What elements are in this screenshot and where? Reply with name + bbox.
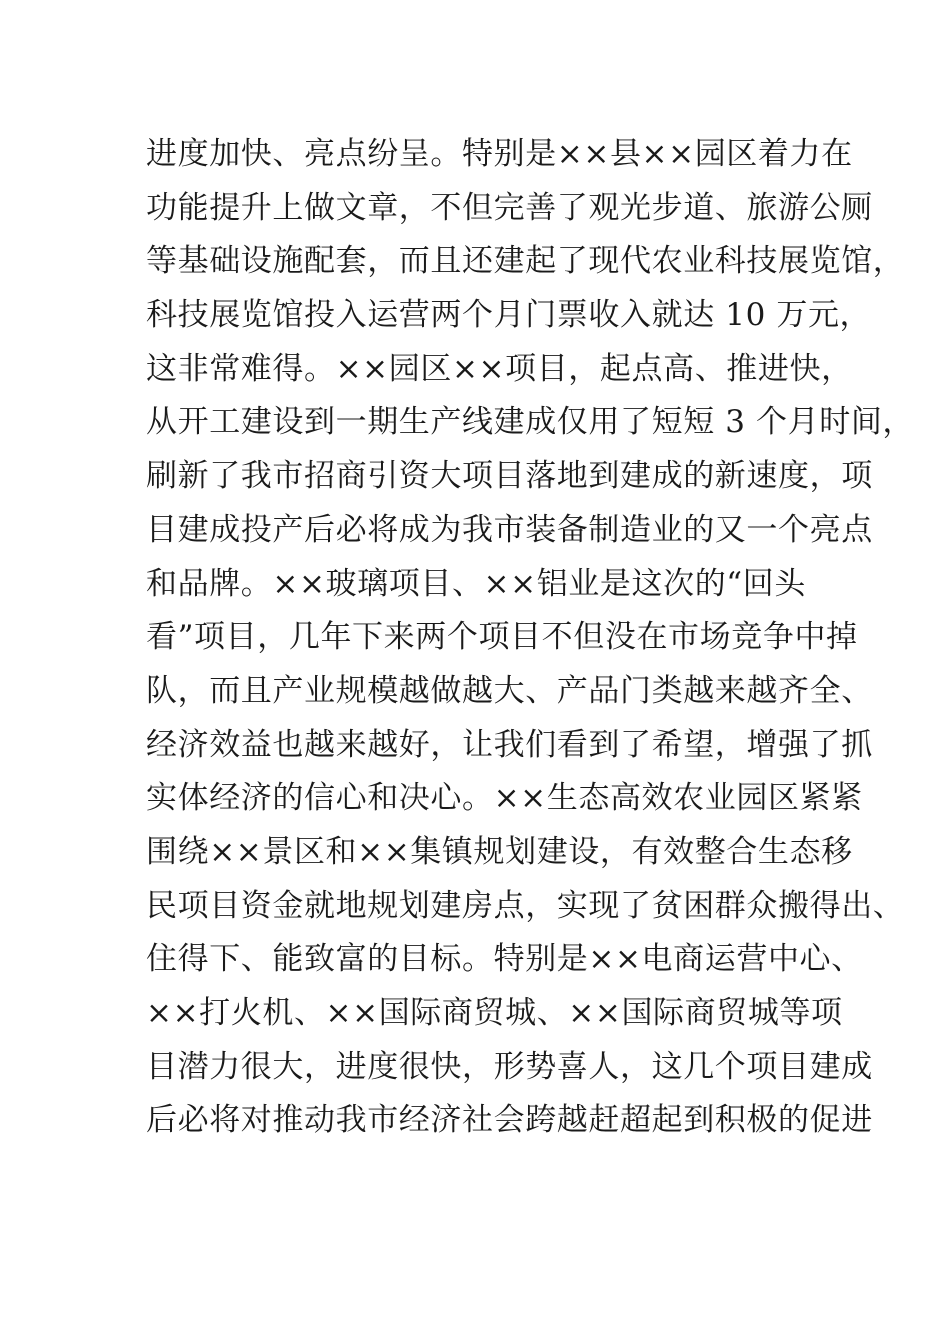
text-line: 刷新了我市招商引资大项目落地到建成的新速度，项 [146, 458, 873, 495]
text-line: 等基础设施配套，而且还建起了现代农业科技展览馆， [146, 243, 905, 280]
text-line: 这非常难得。××园区××项目，起点高、推进快， [146, 350, 853, 387]
text-line: ××打火机、××国际商贸城、××国际商贸城等项 [146, 995, 843, 1031]
text-line: 和品牌。××玻璃项目、××铝业是这次的“回头 [146, 565, 806, 602]
text-line: 围绕××景区和××集镇规划建设，有效整合生态移 [146, 833, 853, 870]
text-line: 民项目资金就地规划建房点，实现了贫困群众搬得出、 [146, 887, 905, 924]
text-line: 住得下、能致富的目标。特别是××电商运营中心、 [146, 941, 863, 978]
text-line: 实体经济的信心和决心。××生态高效农业园区紧紧 [146, 780, 863, 817]
text-line: 后必将对推动我市经济社会跨越赶超起到积极的促进 [146, 1102, 873, 1139]
text-line: 科技展览馆投入运营两个月门票收入就达 10 万元， [146, 297, 872, 334]
body-paragraph [146, 128, 915, 1148]
text-line: 看”项目，几年下来两个项目不但没在市场竞争中掉 [146, 619, 858, 656]
text-line: 从开工建设到一期生产线建成仅用了短短 3 个月时间， [146, 404, 915, 441]
text-line: 功能提升上做文章，不但完善了观光步道、旅游公厕 [146, 189, 873, 226]
text-line: 队，而且产业规模越做越大、产品门类越来越齐全、 [146, 672, 873, 709]
text-line: 目建成投产后必将成为我市装备制造业的又一个亮点 [146, 511, 873, 548]
text-line: 经济效益也越来越好，让我们看到了希望，增强了抓 [146, 726, 873, 763]
text-line: 目潜力很大，进度很快，形势喜人，这几个项目建成 [146, 1048, 873, 1085]
text-line: 进度加快、亮点纷呈。特别是××县××园区着力在 [146, 136, 853, 172]
